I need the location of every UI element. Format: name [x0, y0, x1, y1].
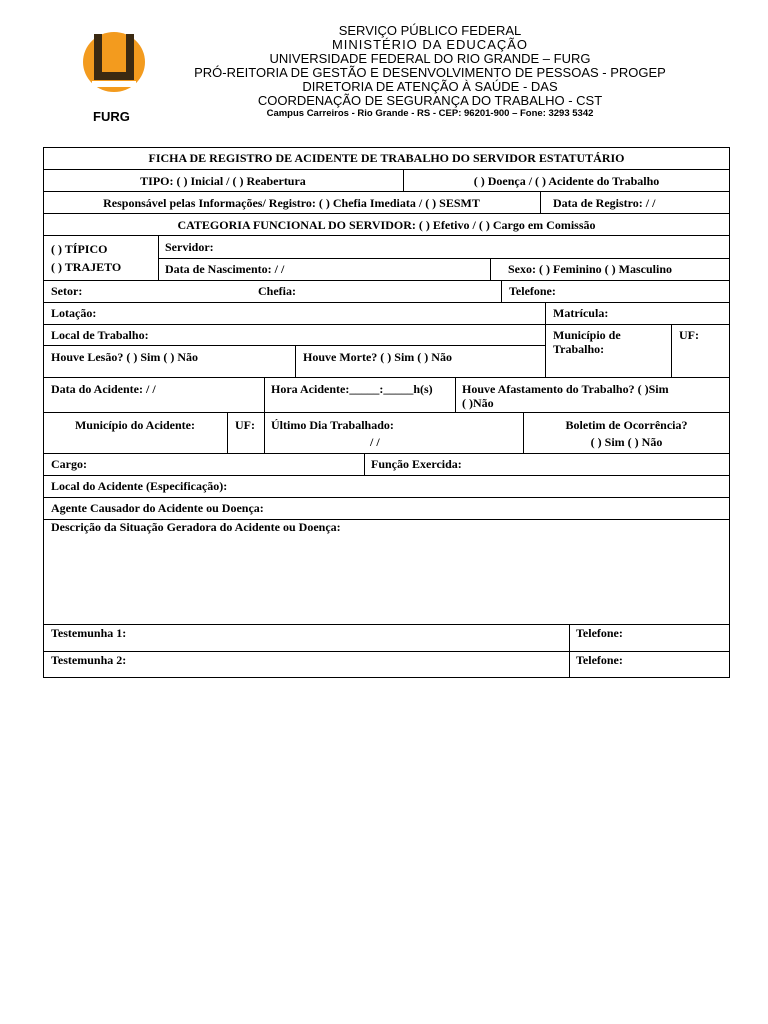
- logo-text: FURG: [93, 109, 130, 124]
- header-line-5: DIRETORIA DE ATENÇÃO À SAÚDE - DAS: [302, 79, 558, 94]
- form-title: FICHA DE REGISTRO DE ACIDENTE DE TRABALHO DO SERVIDOR ESTATUTÁRIO: [148, 151, 625, 165]
- ultimo-dia-field[interactable]: Último Dia Trabalhado:: [271, 418, 394, 432]
- agente-causador-field[interactable]: Agente Causador do Acidente ou Doença:: [51, 501, 264, 515]
- municipio-trabalho-label-1: Município de: [553, 328, 621, 342]
- header-address: Campus Carreiros - Rio Grande - RS - CEP: 96201-900 – Fone: 3293 5342: [266, 108, 594, 119]
- setor-field[interactable]: Setor:: [51, 284, 83, 298]
- header-line-1: SERVIÇO PÚBLICO FEDERAL: [338, 23, 522, 38]
- telefone-field[interactable]: Telefone:: [509, 284, 556, 298]
- header-line-6: COORDENAÇÃO DE SEGURANÇA DO TRABALHO - CST: [257, 93, 603, 108]
- testemunha-1-field[interactable]: Testemunha 1:: [51, 626, 127, 640]
- chefia-field[interactable]: Chefia:: [258, 284, 296, 298]
- telefone-testemunha-1-field[interactable]: Telefone:: [576, 626, 623, 640]
- header-line-3: UNIVERSIDADE FEDERAL DO RIO GRANDE – FURG: [269, 51, 591, 66]
- funcao-field[interactable]: Função Exercida:: [371, 457, 462, 471]
- afastamento-nao-option[interactable]: ( )Não: [462, 396, 494, 410]
- lotacao-field[interactable]: Lotação:: [51, 306, 97, 320]
- uf-acidente-field[interactable]: UF:: [235, 418, 255, 432]
- trajeto-option[interactable]: ( ) TRAJETO: [51, 260, 122, 274]
- data-registro-field[interactable]: Data de Registro: / /: [553, 196, 656, 210]
- header-line-4: PRÓ-REITORIA DE GESTÃO E DESENVOLVIMENTO DE PESSOAS - PROGEP: [194, 65, 666, 80]
- data-nascimento-field[interactable]: Data de Nascimento: / /: [165, 262, 285, 276]
- boletim-label: Boletim de Ocorrência?: [565, 418, 688, 432]
- municipio-trabalho-label-2[interactable]: Trabalho:: [553, 342, 605, 356]
- categoria-field[interactable]: CATEGORIA FUNCIONAL DO SERVIDOR: ( ) Efetivo / ( ) Cargo em Comissão: [177, 218, 596, 232]
- testemunha-2-field[interactable]: Testemunha 2:: [51, 653, 127, 667]
- municipio-acidente-field[interactable]: Município do Acidente:: [74, 418, 195, 432]
- afastamento-field[interactable]: Houve Afastamento do Trabalho? ( )Sim: [462, 382, 669, 396]
- responsavel-field[interactable]: Responsável pelas Informações/ Registro: ( ) Chefia Imediata / ( ) SESMT: [103, 196, 480, 210]
- data-acidente-field[interactable]: Data do Acidente: / /: [51, 382, 156, 396]
- local-acidente-field[interactable]: Local do Acidente (Especificação):: [51, 479, 228, 493]
- servidor-field[interactable]: Servidor:: [165, 240, 214, 254]
- tipico-option[interactable]: ( ) TÍPICO: [51, 242, 108, 256]
- tipo-field[interactable]: TIPO: ( ) Inicial / ( ) Reabertura: [140, 174, 306, 188]
- doenca-acidente-field[interactable]: ( ) Doença / ( ) Acidente do Trabalho: [473, 174, 660, 188]
- descricao-field[interactable]: Descrição da Situação Geradora do Acidente ou Doença:: [51, 520, 341, 534]
- boletim-options[interactable]: ( ) Sim ( ) Não: [590, 435, 663, 449]
- header-line-2: MINISTÉRIO DA EDUCAÇÃO: [331, 37, 529, 52]
- ultimo-dia-date[interactable]: / /: [370, 435, 380, 449]
- telefone-testemunha-2-field[interactable]: Telefone:: [576, 653, 623, 667]
- houve-morte-field[interactable]: Houve Morte? ( ) Sim ( ) Não: [303, 350, 452, 364]
- hora-acidente-field[interactable]: Hora Acidente:_____:_____h(s): [271, 382, 433, 396]
- local-trabalho-field[interactable]: Local de Trabalho:: [51, 328, 149, 342]
- sexo-field[interactable]: Sexo: ( ) Feminino ( ) Masculino: [508, 262, 672, 276]
- uf-field[interactable]: UF:: [679, 328, 699, 342]
- matricula-field[interactable]: Matrícula:: [553, 306, 609, 320]
- houve-lesao-field[interactable]: Houve Lesão? ( ) Sim ( ) Não: [51, 350, 198, 364]
- cargo-field[interactable]: Cargo:: [51, 457, 87, 471]
